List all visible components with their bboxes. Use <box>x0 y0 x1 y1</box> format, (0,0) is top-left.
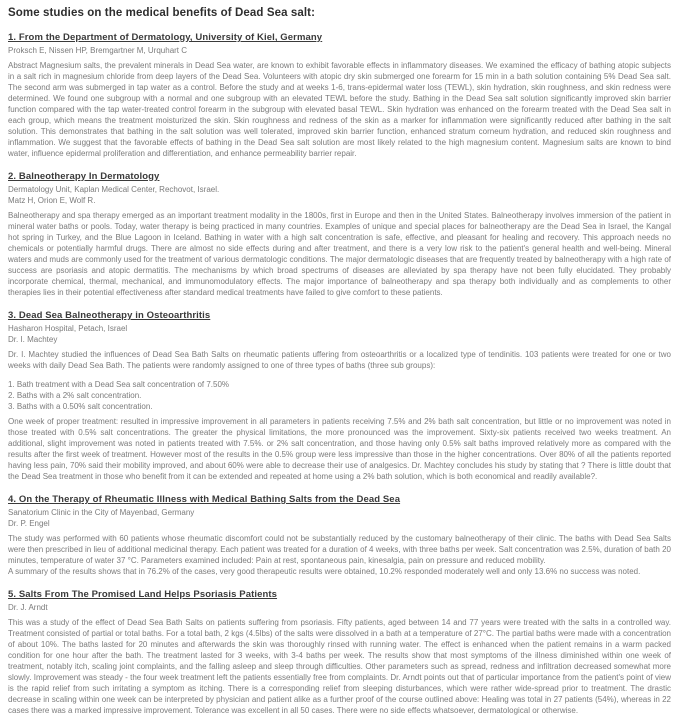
section-5-heading: 5. Salts From The Promised Land Helps Psoriasis Patients <box>8 589 278 600</box>
section-1-abstract: Abstract Magnesium salts, the prevalent minerals in Dead Sea water, are known to exhibit favorable effects in inflammatory diseases. We examined the efficacy of bathing atopic subjects in a salt rich in magnesium chloride from deep layers of the Dead Sea. Volunteers with atopic dry skin submerged one forearm for 15 min in a bath solution containing 5% Dead Sea salt. The second arm was submerged in tap water as a control. Before the study and at weeks 1-6, trans-epidermal water loss (TEWL), skin hydration, skin roughness, and skin redness were determined. We found one subgroup with a normal and one subgroup with an elevated TEWL before the study. Bathing in the Dead Sea salt solution significantly improved skin barrier function compared with the tap water-treated control forearm in the subgroup with elevated basal TEWL. Skin hydration was enhanced on the forearm treated with the Dead Sea salt in each group, which means the treatment moisturized the skin. Skin roughness and redness of the skin as a marker for inflammation were significantly reduced after bathing in the salt solution. This demonstrates that bathing in the salt solution was well tolerated, improved skin barrier function, enhanced stratum corneum hydration, and reduced skin roughness and inflammation. We suggest that the favorable effects of bathing in the Dead Sea salt solution are most likely related to the high magnesium content. Magnesium salts are known to bind water, influence epidermal proliferation and differentiation, and enhance permeability barrier repair. <box>8 61 671 158</box>
section-4-heading: 4. On the Therapy of Rheumatic Illness with Medical Bathing Salts from the Dead Sea <box>8 494 401 505</box>
section-3-authors: Dr. I. Machtey <box>8 335 58 344</box>
section-3-heading: 3. Dead Sea Balneotherapy in Osteoarthritis <box>8 310 211 321</box>
section-5-abstract: This was a study of the effect of Dead Sea Bath Salts on patients suffering from psoriasis. Fifty patients, aged between 14 and 77 years were treated with the salts in a controlled way. Treatment consisted of partial or total baths. For a total bath, 2 kgs (4.5lbs) of the salts were dissolved in a bath at a temperature of 27°C. The partial baths were made with a concentration of about 10%. The baths lasted for 20 minutes and afterwards the skin was thoroughly rinsed with running water. The effect is enhanced when the patient remains in a warm packed condition for one hour after the bath. The treatment lasted for 3 weeks, with 3-4 baths per week. The results show that most symptoms of the illness diminished within one week of treatment, notably itch, scaling joint complaints, and the falling asleep and sleep through difficulties. Other parameters such as spread, redness and infiltration decreased somewhat more slowly. Improvement was steady - the four week treatment left the patients essentially free from complaints. Dr. Arndt points out that of particular importance from the patient's point of view is the rapid relief from such irritating a symptom as itching. There is a corresponding relief from sleeping disturbances, which were rather wide-spread prior to treatment. The drastic decrease in scaling within one week can be interpreted by physician and patient alike as a further proof of the course outlined above: Healing was total in 27 patients (54%), whereas in 22 cases there was a marked impressive improvement. Tolerance was excellent in all 50 cases. There were no side effects whatsoever, dermatological or otherwise. <box>8 618 671 715</box>
section-2-heading: 2. Balneotherapy In Dermatology <box>8 171 160 182</box>
study-section-5 <box>8 589 671 716</box>
section-2-authors: Matz H, Orion E, Wolf R. <box>8 196 96 205</box>
section-2-affiliation: Dermatology Unit, Kaplan Medical Center, Rechovot, Israel. <box>8 185 220 194</box>
bath-list-item-1: 1. Bath treatment with a Dead Sea salt concentration of 7.50% <box>8 380 230 389</box>
section-1-heading: 1. From the Department of Dermatology, University of Kiel, Germany <box>8 32 323 43</box>
study-section-2 <box>8 171 671 298</box>
document-title: Some studies on the medical benefits of Dead Sea salt: <box>8 7 316 19</box>
section-1-authors: Proksch E, Nissen HP, Bremgartner M, Urquhart C <box>8 46 188 55</box>
section-5-authors: Dr. J. Arndt <box>8 603 48 612</box>
section-4-abstract: The study was performed with 60 patients whose rheumatic discomfort could not be substantially reduced by the customary balneotherapy of their clinic. The baths with Dead Sea Salts were then prescribed in lieu of additional medicinal therapy. Each patient was treated for a duration of 4 weeks, with three baths per week. Salt concentration was 2.5%, duration of bath 20 minutes, temperature of water 37 °C. Parameters examined included: Pain at rest, spontaneous pain, kinesalgia, pain on pressure and reduced mobility. <box>8 534 671 565</box>
section-4-summary: A summary of the results shows that in 76.2% of the cases, very good therapeutic results were obtained, 10.2% responded moderately well and only 13.6% no success was noted. <box>8 567 641 576</box>
bath-list-item-3: 3. Baths with a 0.50% salt concentration. <box>8 402 153 411</box>
section-3-results: One week of proper treatment: resulted in impressive improvement in all parameters in patients receiving 7.5% and 2% bath salt concentration, but little or no improvement was noted in those treated with 0.5% salt concentrations. The greater the physical limitations, the more pronounced was the improvement. Sixty-six patients received two weeks treatment. An additional, slight improvement was noted in patients treated with 7.5%. or 2% salt concentration, and those having only 0.5% salt baths improved relatively more as compared with the results after the first week of treatment. However most of the results in the 0.5% group were less impressive than those in the higher concentrations. Over 80% of all the patients reported having less pain, 70% said their mobility improved, and about 60% were able to decrease their use of analgesics. Dr. Machtey concludes his study by stating that ? There is little doubt that the Dead Sea treatment in those who benefit from it can be extended and repeated at home using a 2% bath solution, which is both economical and readily available?. <box>8 417 671 481</box>
study-section-4 <box>8 494 671 577</box>
study-section-1 <box>8 32 671 159</box>
study-section-3 <box>8 310 671 482</box>
section-2-abstract: Balneotherapy and spa therapy emerged as an important treatment modality in the 1800s, first in Europe and then in the United States. Balneotherapy involves immersion of the patient in mineral water baths or pools. Today, water therapy is being practiced in many countries. Examples of unique and special places for balneotherapy are the Dead Sea in Israel, the Kangal hot spring in Turkey, and the Blue Lagoon in Iceland. Bathing in water with a high salt concentration is safe, effective, and pleasant for healing and recovery. This approach needs no chemicals or potentially harmful drugs. There are almost no side effects during and after treatment, and there is a very low risk to the patient's general health and well-being. Mineral waters and muds are commonly used for the treatment of various dermatologic conditions. The major dermatologic diseases that are frequently treated by balneotherapy with a high rate of success are psoriasis and atopic dermatitis. The mechanisms by which broad spectrums of diseases are alleviated by spa therapy have not been fully elucidated. They probably incorporate chemical, thermal, mechanical, and immunomodulatory effects. The major importance of balneotherapy and spa therapy both individually and as complements to other therapies lies in their potential effectiveness after standard medical treatments have failed to give comfort to these patients. <box>8 211 671 297</box>
section-4-affiliation: Sanatorium Clinic in the City of Mayenbad, Germany <box>8 508 195 517</box>
section-3-intro: Dr. I. Machtey studied the influences of Dead Sea Bath Salts on rheumatic patients uffering from osteoarthritis or a localized type of tendinitis. 103 patients were treated for one or two weeks with daily Dead Sea Bath. The patients were randomly assigned to one of three types of baths (three sub groups): <box>8 350 671 370</box>
bath-types-list <box>8 379 671 412</box>
section-4-authors: Dr. P. Engel <box>8 519 50 528</box>
bath-list-item-2: 2. Baths with a 2% salt concentration. <box>8 391 142 400</box>
section-3-affiliation: Hasharon Hospital, Petach, Israel <box>8 324 128 333</box>
